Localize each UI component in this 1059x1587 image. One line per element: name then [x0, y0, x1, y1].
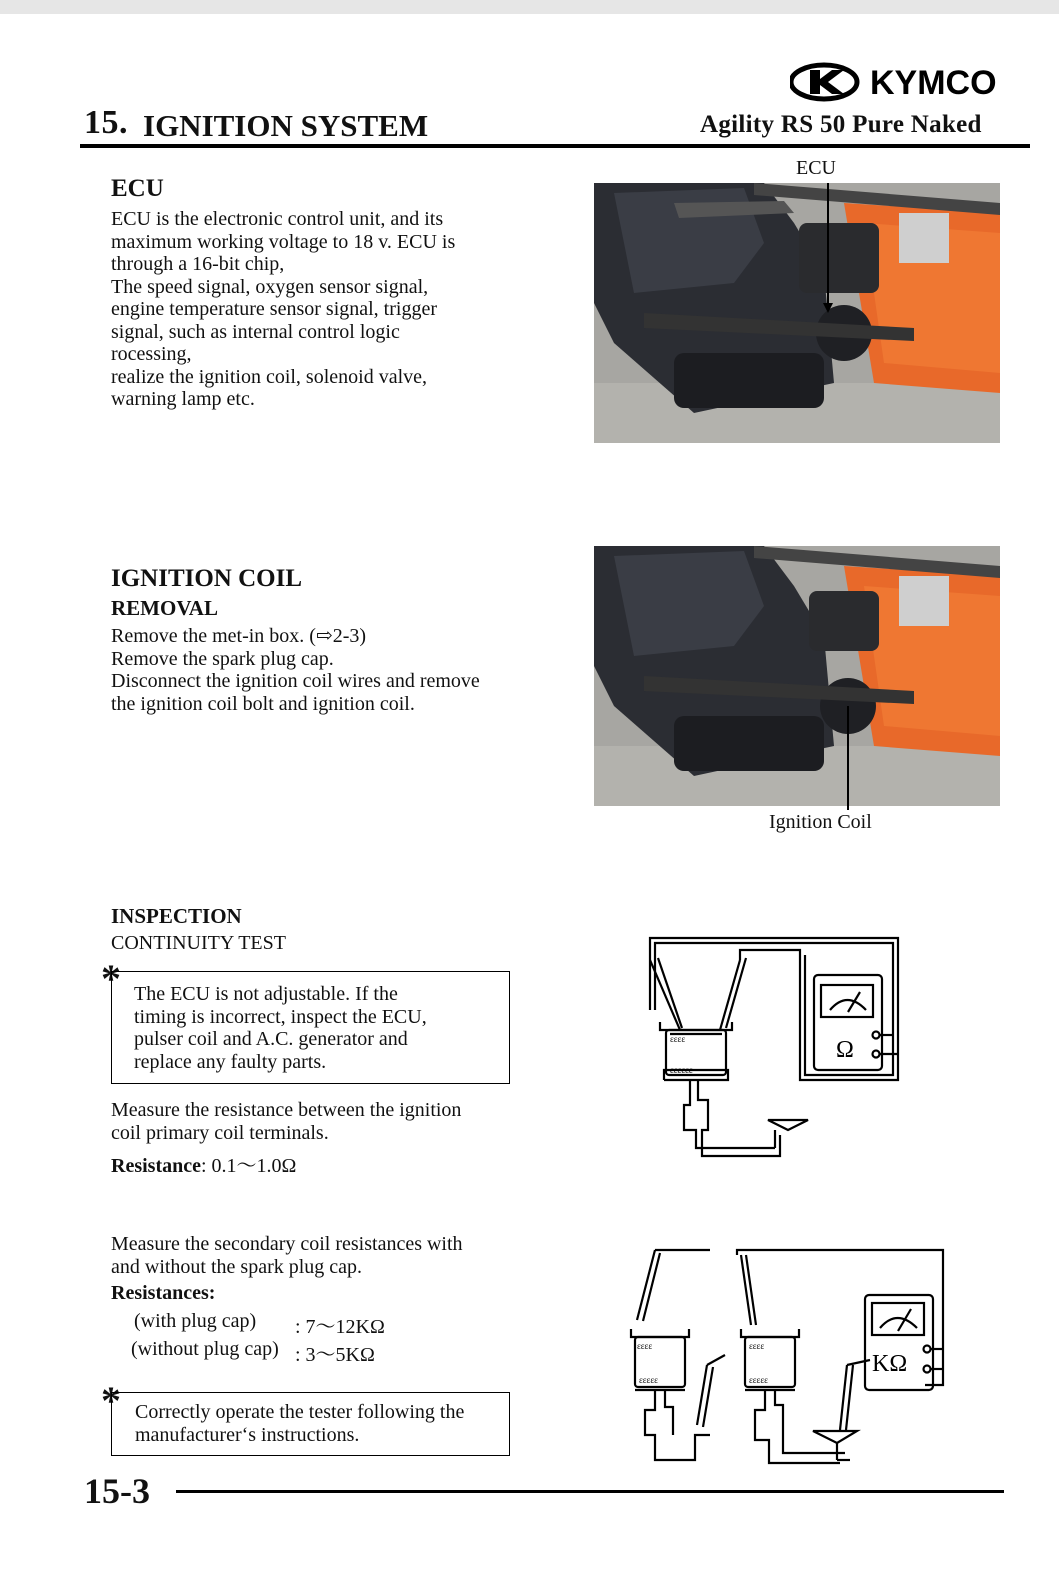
page-number: 15-3	[84, 1471, 150, 1511]
ecu-line: through a 16-bit chip,	[111, 253, 285, 275]
ignition-coil-pointer	[847, 806, 849, 810]
ecu-line: ECU is the electronic control unit, and its	[111, 208, 444, 230]
primary-coil-test-diagram	[640, 930, 910, 1165]
brand-text: KYMCO	[870, 64, 997, 102]
primary-resistance-spec	[111, 1149, 296, 1178]
ignition-coil-heading: IGNITION COIL	[111, 565, 303, 592]
footer-rule	[176, 1490, 1004, 1493]
header-rule	[80, 144, 1030, 148]
primary-coil-instructions	[111, 1099, 541, 1144]
ecu-line: engine temperature sensor signal, trigger	[111, 298, 437, 320]
ecu-heading: ECU	[111, 175, 164, 202]
removal-line: Remove the met-in box. (⇨2-3)	[111, 625, 367, 647]
model-name: Agility RS 50 Pure Naked	[700, 111, 982, 138]
ecu-line: The speed signal, oxygen sensor signal,	[111, 275, 429, 298]
ecu-note-box	[111, 971, 510, 1084]
secondary-coil-test-diagram	[625, 1245, 950, 1470]
inspection-heading: INSPECTION	[111, 904, 242, 928]
svg-text:ɛɛɛɛɛ: ɛɛɛɛɛ	[639, 1375, 658, 1385]
secondary-coil-instructions	[111, 1233, 541, 1278]
without-cap-label: (without plug cap)	[131, 1338, 279, 1360]
ecu-photo-label: ECU	[796, 157, 836, 179]
ecu-line: warning lamp etc.	[111, 388, 255, 410]
removal-line: Disconnect the ignition coil wires and remove	[111, 670, 480, 692]
primary-line: coil primary coil terminals.	[111, 1121, 329, 1144]
ohm-symbol: Ω	[836, 1037, 854, 1063]
ecu-line: realize the ignition coil, solenoid valve,	[111, 365, 428, 388]
note-line: manufacturer‘s instructions.	[135, 1423, 360, 1446]
svg-text:ɛɛɛɛ: ɛɛɛɛ	[637, 1341, 653, 1351]
svg-text:ɛɛɛɛ: ɛɛɛɛ	[670, 1034, 686, 1044]
ecu-line: rocessing,	[111, 343, 192, 365]
tester-note-box	[111, 1392, 510, 1456]
ecu-line: signal, such as internal control logic	[111, 320, 400, 343]
svg-text:ɛɛɛɛɛɛ: ɛɛɛɛɛɛ	[670, 1065, 693, 1075]
with-cap-label: (with plug cap)	[134, 1310, 257, 1332]
ecu-description	[111, 208, 541, 411]
chapter-title: IGNITION SYSTEM	[143, 108, 429, 143]
removal-line: the ignition coil bolt and ignition coil.	[111, 692, 415, 715]
kilo-ohm-symbol: KΩ	[872, 1351, 908, 1377]
note-line: timing is incorrect, inspect the ECU,	[134, 1005, 427, 1028]
note-line: pulser coil and A.C. generator and	[134, 1028, 408, 1050]
removal-heading: REMOVAL	[111, 596, 218, 620]
ignition-coil-photo-label: Ignition Coil	[769, 811, 872, 833]
without-cap-value: : 3～5KΩ	[295, 1344, 375, 1366]
secondary-line: Measure the secondary coil resistances with	[111, 1233, 463, 1255]
primary-line: Measure the resistance between the ignition	[111, 1099, 462, 1121]
ecu-location-photo	[594, 183, 1000, 443]
note-line: replace any faulty parts.	[134, 1050, 327, 1073]
removal-steps	[111, 625, 551, 715]
kymco-logo	[790, 62, 1022, 104]
resistance-value: : 0.1～1.0Ω	[200, 1155, 297, 1177]
ecu-line: maximum working voltage to 18 v. ECU is	[111, 230, 456, 253]
secondary-line: and without the spark plug cap.	[111, 1255, 363, 1278]
removal-line: Remove the spark plug cap.	[111, 647, 334, 670]
note-line: The ECU is not adjustable. If the	[134, 983, 398, 1005]
continuity-test-heading: CONTINUITY TEST	[111, 932, 286, 954]
note-asterisk: *	[101, 1378, 121, 1423]
svg-text:ɛɛɛɛ: ɛɛɛɛ	[749, 1341, 765, 1351]
svg-text:ɛɛɛɛɛ: ɛɛɛɛɛ	[749, 1375, 768, 1385]
chapter-number: 15.	[84, 104, 128, 141]
resistance-label: Resistance	[111, 1155, 201, 1177]
ignition-coil-location-photo	[594, 546, 1000, 806]
top-bar	[0, 0, 1059, 14]
note-asterisk: *	[101, 956, 121, 1001]
resistances-label: Resistances:	[111, 1282, 216, 1304]
note-line: Correctly operate the tester following the	[135, 1401, 465, 1423]
with-cap-value: : 7～12KΩ	[295, 1316, 385, 1338]
